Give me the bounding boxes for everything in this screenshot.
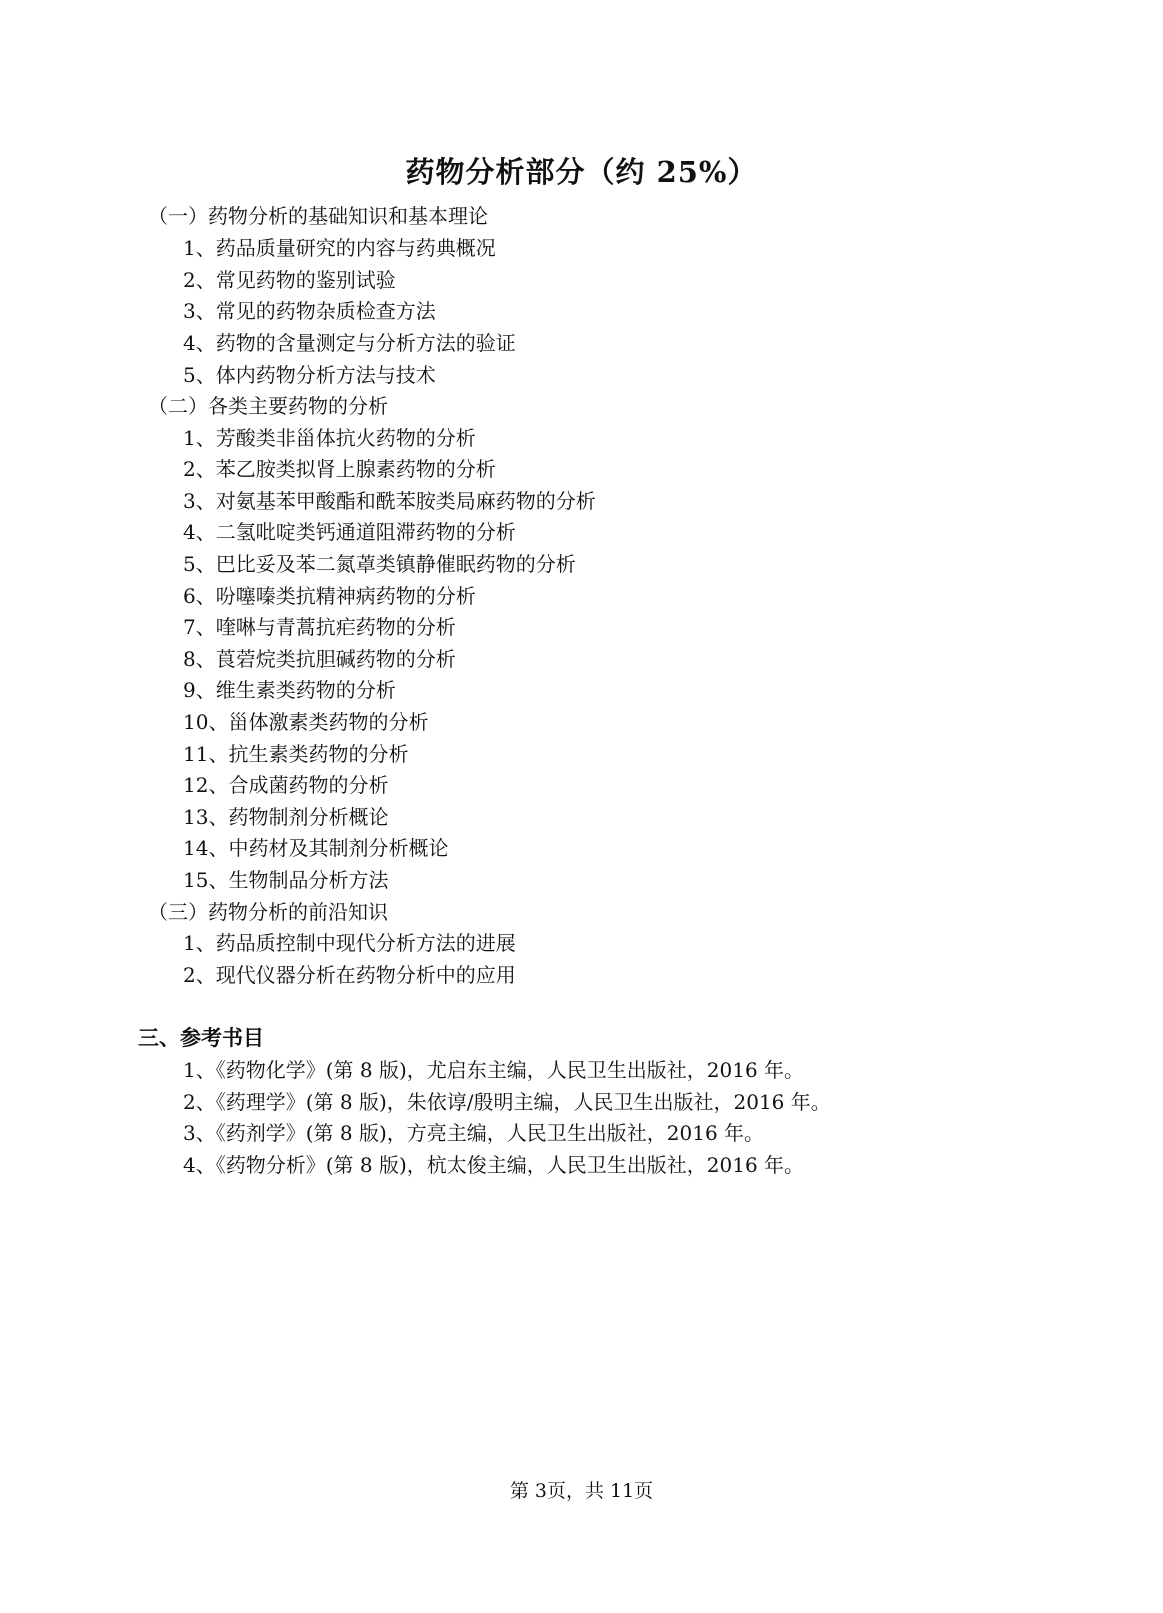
list-item: 2、现代仪器分析在药物分析中的应用 (183, 963, 516, 987)
list-item: 2、苯乙胺类拟肾上腺素药物的分析 (183, 457, 496, 481)
list-item: 5、体内药物分析方法与技术 (183, 363, 436, 387)
section-heading: （二）各类主要药物的分析 (148, 394, 388, 418)
list-item: 1、药品质量研究的内容与药典概况 (183, 236, 496, 260)
section-heading: （三）药物分析的前沿知识 (148, 900, 388, 924)
list-item: 10、甾体激素类药物的分析 (183, 710, 429, 734)
reference-item: 4、《药物分析》(第 8 版)，杭太俊主编，人民卫生出版社，2016 年。 (183, 1153, 805, 1177)
list-item: 4、药物的含量测定与分析方法的验证 (183, 331, 516, 355)
list-item: 1、药品质控制中现代分析方法的进展 (183, 931, 516, 955)
list-item: 13、药物制剂分析概论 (183, 805, 389, 829)
reference-item: 2、《药理学》(第 8 版)，朱依谆/殷明主编，人民卫生出版社，2016 年。 (183, 1090, 831, 1114)
reference-item: 3、《药剂学》(第 8 版)，方亮主编，人民卫生出版社，2016 年。 (183, 1121, 765, 1145)
list-item: 4、二氢吡啶类钙通道阻滞药物的分析 (183, 520, 516, 544)
list-item: 12、合成菌药物的分析 (183, 773, 389, 797)
page-title: 药物分析部分（约 25%） (405, 155, 758, 189)
references-heading: 三、参考书目 (138, 1025, 264, 1050)
reference-item: 1、《药物化学》(第 8 版)，尤启东主编，人民卫生出版社，2016 年。 (183, 1058, 805, 1082)
list-item: 6、吩噻嗪类抗精神病药物的分析 (183, 584, 476, 608)
list-item: 3、常见的药物杂质检查方法 (183, 299, 436, 323)
list-item: 7、喹啉与青蒿抗疟药物的分析 (183, 615, 456, 639)
list-item: 14、中药材及其制剂分析概论 (183, 836, 449, 860)
list-item: 9、维生素类药物的分析 (183, 678, 396, 702)
section-heading: （一）药物分析的基础知识和基本理论 (148, 204, 488, 228)
list-item: 8、莨菪烷类抗胆碱药物的分析 (183, 647, 456, 671)
list-item: 1、芳酸类非甾体抗火药物的分析 (183, 426, 476, 450)
page-number: 第 3页，共 11页 (509, 1480, 654, 1502)
list-item: 5、巴比妥及苯二氮䓬类镇静催眠药物的分析 (183, 552, 576, 576)
list-item: 3、对氨基苯甲酸酯和酰苯胺类局麻药物的分析 (183, 489, 596, 513)
list-item: 11、抗生素类药物的分析 (183, 742, 409, 766)
list-item: 2、常见药物的鉴别试验 (183, 268, 396, 292)
list-item: 15、生物制品分析方法 (183, 868, 389, 892)
